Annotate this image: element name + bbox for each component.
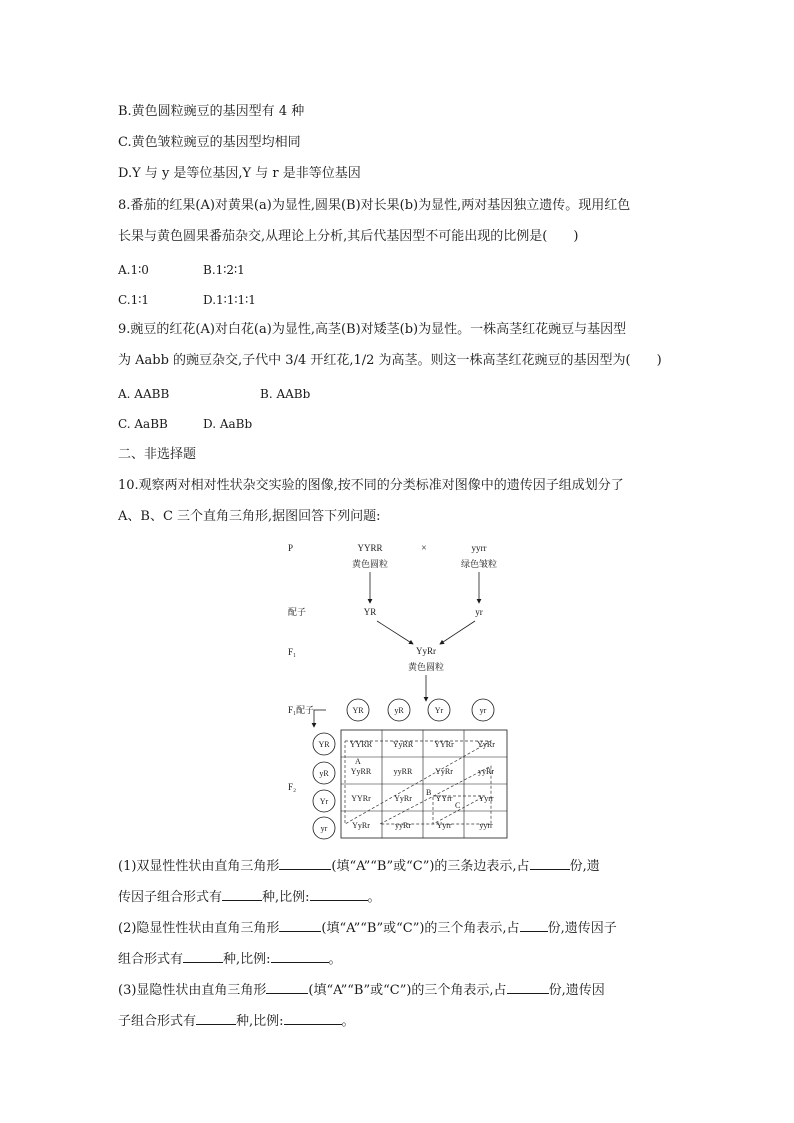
punnett-cell: YyRr (394, 794, 412, 803)
q8-option-c: C.1∶1 (118, 293, 149, 307)
q8-option-b: B.1∶2∶1 (203, 263, 245, 277)
triangle-a-label: A (355, 757, 361, 766)
punnett-cell: YyRr (477, 740, 495, 749)
q7-option-c: C.黄色皱粒豌豆的基因型均相同 (118, 135, 301, 150)
row-gamete-3: Yr (319, 797, 329, 806)
q8-stem-line1: 8.番茄的红果(A)对黄果(a)为显性,圆果(B)对长果(b)为显性,两对基因独立遗传。现用红色 (118, 198, 631, 213)
q10-sub1-text: 传因子组合形式有 (118, 890, 223, 905)
triangle-c-label: C (455, 801, 461, 810)
q9-option-a: A. AABB (118, 387, 170, 401)
answer-blank[interactable] (271, 949, 329, 963)
f1-label: F₁ (288, 647, 297, 657)
punnett-cell: YyRR (350, 767, 372, 776)
q10-sub3-text: 子组合形式有 (118, 1014, 197, 1029)
q9-option-b: B. AABb (260, 387, 311, 401)
answer-blank[interactable] (507, 980, 549, 994)
row-gamete-2: yR (319, 769, 329, 778)
q8-option-d: D.1∶1∶1∶1 (203, 293, 256, 307)
col-gamete-yr-recessive: yr (479, 706, 487, 715)
q9-option-c: C. AaBB (118, 417, 168, 431)
parent2-genotype: yyrr (471, 543, 487, 553)
q10-sub2-text: 。 (328, 952, 342, 967)
gamete-label: 配子 (288, 607, 307, 617)
answer-blank[interactable] (279, 856, 331, 870)
q10-sub1-line2 (118, 887, 381, 906)
arrow-gamete2-to-f1 (440, 621, 475, 644)
cross-symbol: × (421, 543, 427, 554)
q10-sub2-text: 种,比例: (223, 952, 271, 967)
q10-sub1-text: (1)双显性性状由直角三角形 (118, 859, 280, 874)
q8-stem-line2: 长果与黄色圆果番茄杂交,从理论上分析,其后代基因型不可能出现的比例是( ) (118, 229, 579, 244)
q10-sub2-line2 (118, 949, 342, 968)
q10-sub1-text: 种,比例: (262, 890, 310, 905)
col-gamete-y-dominant-r: Yr (434, 706, 444, 715)
row-gamete-1: YR (318, 740, 330, 749)
gamete-2: yr (475, 607, 483, 617)
q10-sub1-text: (填“A”“B”或“C”)的三条边表示,占 (331, 859, 530, 874)
q10-sub3-text: (3)显隐性状由直角三角形 (118, 983, 267, 998)
triangle-b-label: B (426, 788, 432, 797)
gamete-1: YR (363, 607, 377, 617)
q10-sub2-text: 份,遗传因子 (547, 921, 617, 936)
punnett-cell: YyRr (352, 821, 370, 830)
punnett-cell: YYrr (435, 794, 453, 803)
q10-sub1-text: 份,遗 (569, 859, 600, 874)
punnett-cell: YyRR (392, 740, 414, 749)
q9-stem-line2: 为 Aabb 的豌豆杂交,子代中 3/4 开红花,1/2 为高茎。则这一株高茎红花豌豆的基因型为( ) (118, 353, 662, 368)
row-gamete-4: yr (320, 824, 328, 833)
q9-option-d: D. AaBb (203, 417, 253, 431)
parent1-genotype: YYRR (357, 543, 383, 553)
answer-blank[interactable] (284, 1011, 342, 1025)
f1-gamete-label: F₁配子 (288, 705, 315, 715)
answer-blank[interactable] (196, 1011, 236, 1025)
parent2-phenotype: 绿色皱粒 (460, 559, 498, 569)
punnett-cell: yyRr (478, 767, 494, 776)
q7-option-b: B.黄色圆粒豌豆的基因型有 4 种 (118, 104, 305, 119)
parent1-phenotype: 黄色圆粒 (351, 559, 389, 569)
punnett-cell: yyRR (393, 767, 413, 776)
f2-label: F₂ (288, 782, 297, 792)
q10-sub3-text: 种,比例: (236, 1014, 284, 1029)
answer-blank[interactable] (279, 918, 321, 932)
answer-blank[interactable] (183, 949, 223, 963)
q10-sub3-text: 份,遗传因 (548, 983, 605, 998)
q10-sub2-text: (2)隐显性性状由直角三角形 (118, 921, 280, 936)
q9-stem-line1: 9.豌豆的红花(A)对白花(a)为显性,高茎(B)对矮茎(b)为显性。一株高茎红花豌豆与基因型 (118, 322, 627, 337)
f1-phenotype: 黄色圆粒 (407, 662, 445, 672)
q10-sub3-text: 。 (341, 1014, 355, 1029)
q10-sub1-line1 (118, 856, 600, 875)
arrow-gamete1-to-f1 (377, 621, 413, 644)
punnett-cell: YyRr (435, 767, 453, 776)
punnett-cell: yyRr (395, 821, 411, 830)
col-gamete-y-r-dominant: yR (394, 706, 404, 715)
q7-option-d: D.Y 与 y 是等位基因,Y 与 r 是非等位基因 (118, 166, 361, 181)
punnett-cell: YYRR (349, 740, 373, 749)
q10-stem-line2: A、B、C 三个直角三角形,据图回答下列问题: (118, 509, 381, 524)
punnett-cell: YYRr (434, 740, 454, 749)
q10-stem-line1: 10.观察两对相对性状杂交实验的图像,按不同的分类标准对图像中的遗传因子组成划分了 (118, 478, 624, 493)
answer-blank[interactable] (222, 887, 262, 901)
p-generation-label: P (288, 543, 294, 553)
q10-sub2-text: 组合形式有 (118, 952, 184, 967)
dihybrid-cross-diagram (283, 537, 523, 842)
answer-blank[interactable] (520, 918, 548, 932)
q10-sub2-text: (填“A”“B”或“C”)的三个角表示,占 (321, 921, 520, 936)
f1-genotype: YyRr (416, 646, 436, 656)
answer-blank[interactable] (530, 856, 570, 870)
answer-blank[interactable] (266, 980, 308, 994)
col-gamete-yr-dominant: YR (352, 706, 364, 715)
section-heading: 二、非选择题 (118, 447, 197, 462)
punnett-cell: Yyrr (478, 794, 494, 803)
q10-sub3-text: (填“A”“B”或“C”)的三个角表示,占 (308, 983, 507, 998)
triangle-a (345, 741, 494, 824)
q8-option-a: A.1∶0 (118, 263, 149, 277)
answer-blank[interactable] (310, 887, 368, 901)
q10-sub2-line1 (118, 918, 617, 937)
q10-sub3-line2 (118, 1011, 355, 1030)
punnett-cell: YYRr (351, 794, 371, 803)
q10-sub3-line1 (118, 980, 605, 999)
punnett-cell: Yyrr (436, 821, 452, 830)
q10-sub1-text: 。 (367, 890, 381, 905)
punnett-cell: yyrr (479, 821, 493, 830)
